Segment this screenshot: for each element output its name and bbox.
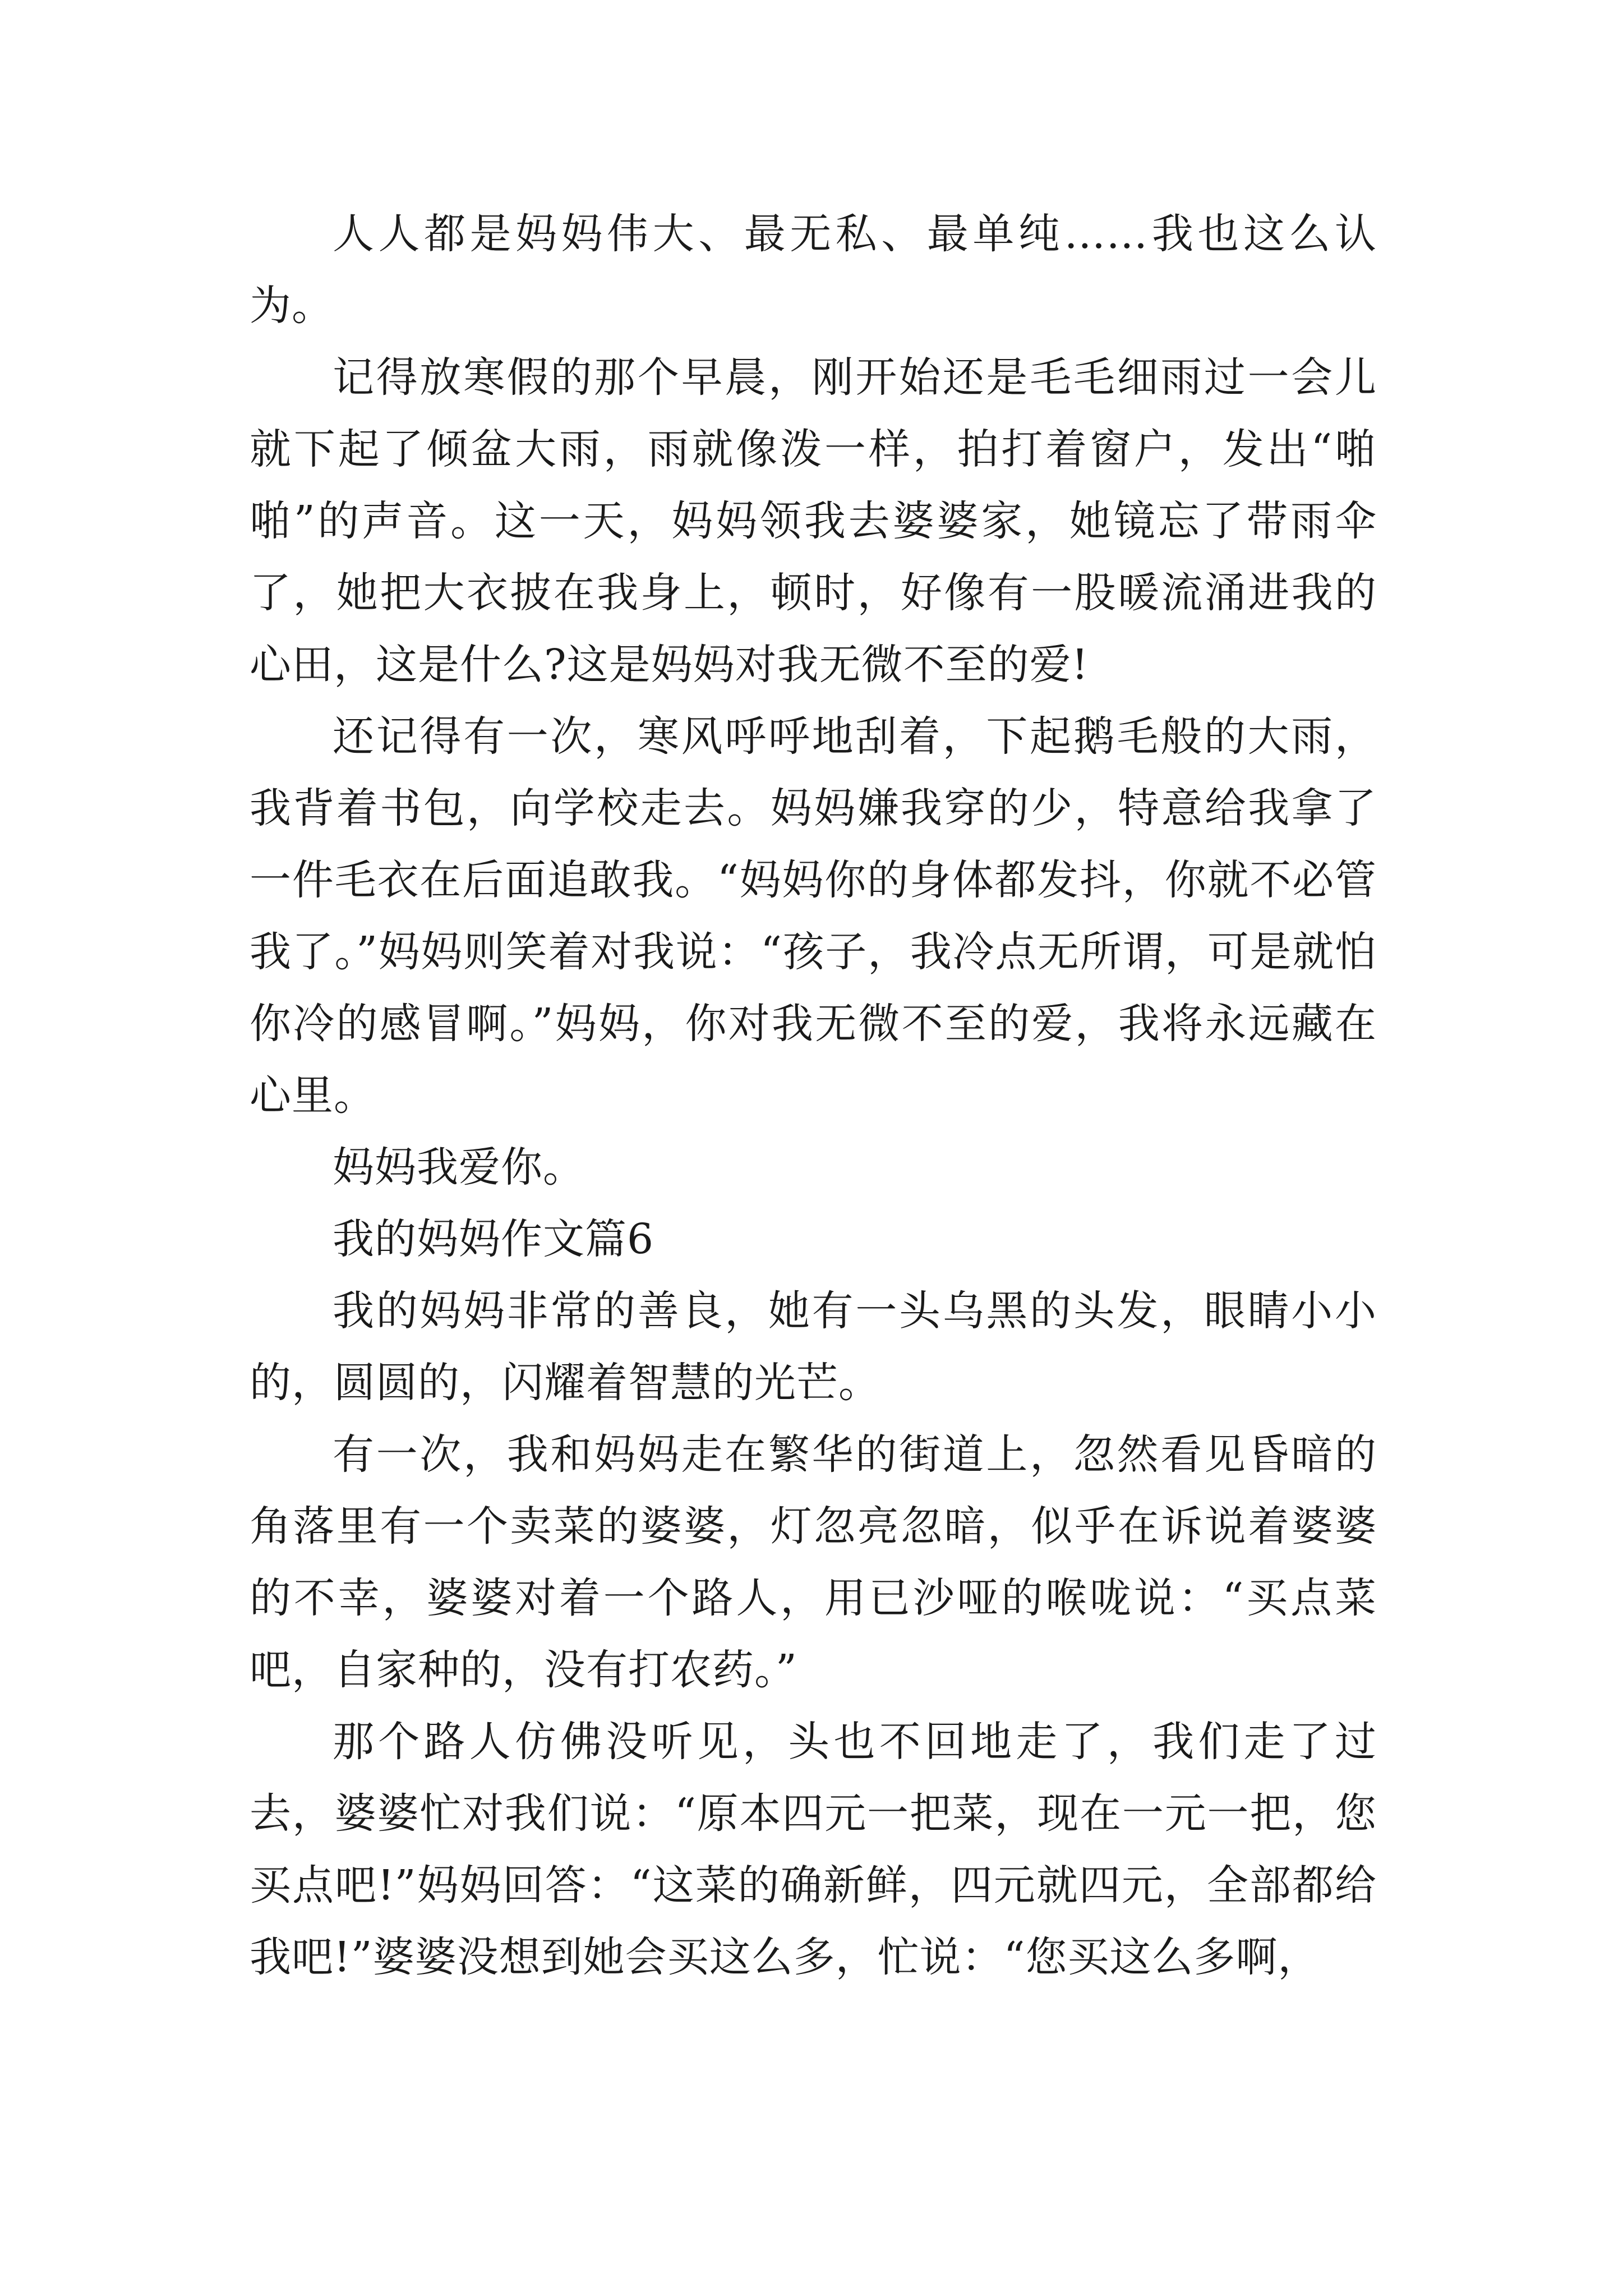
paragraph-sweater: 还记得有一次，寒风呼呼地刮着，下起鹅毛般的大雨，我背着书包，向学校走去。妈妈嫌我穿的少，特意给我拿了一件毛衣在后面追敢我。“妈妈你的身体都发抖，你就不必管我了。”妈妈则笑着对我说：“孩子，我冷点无所谓，可是就怕你冷的感冒啊。”妈妈，你对我无微不至的爱，我将永远藏在心里。 [250,712,1377,1120]
essay-heading: 我的妈妈作文篇6 [333,1215,654,1263]
paragraph-street: 有一次，我和妈妈走在繁华的街道上，忽然看见昏暗的角落里有一个卖菜的婆婆，灯忽亮忽暗，似乎在诉说着婆婆的不幸，婆婆对着一个路人，用已沙哑的喉咙说：“买点菜吧，自家种的，没有打农药。” [250,1430,1377,1694]
paragraph-kind-mother: 我的妈妈非常的善良，她有一头乌黑的头发，眼睛小小的，圆圆的，闪耀着智慧的光芒。 [250,1287,1377,1407]
paragraph-intro: 人人都是妈妈伟大、最无私、最单纯……我也这么认为。 [250,210,1377,330]
paragraph-vegetables: 那个路人仿佛没听见，头也不回地走了，我们走了过去，婆婆忙对我们说：“原本四元一把菜，现在一元一把，您买点吧!”妈妈回答：“这菜的确新鲜，四元就四元，全部都给我吧!”婆婆没想到她会买这么多，忙说：“您买这么多啊， [250,1718,1377,1981]
essay-body [250,198,1377,1993]
paragraph-winter-morning: 记得放寒假的那个早晨，刚开始还是毛毛细雨过一会儿就下起了倾盆大雨，雨就像泼一样，拍打着窗户，发出“啪啪”的声音。这一天，妈妈领我去婆婆家，她镜忘了带雨伞了，她把大衣披在我身上，顿时，好像有一股暖流涌进我的心田，这是什么?这是妈妈对我无微不至的爱! [250,353,1377,689]
paragraph-love-you: 妈妈我爱你。 [333,1143,585,1191]
